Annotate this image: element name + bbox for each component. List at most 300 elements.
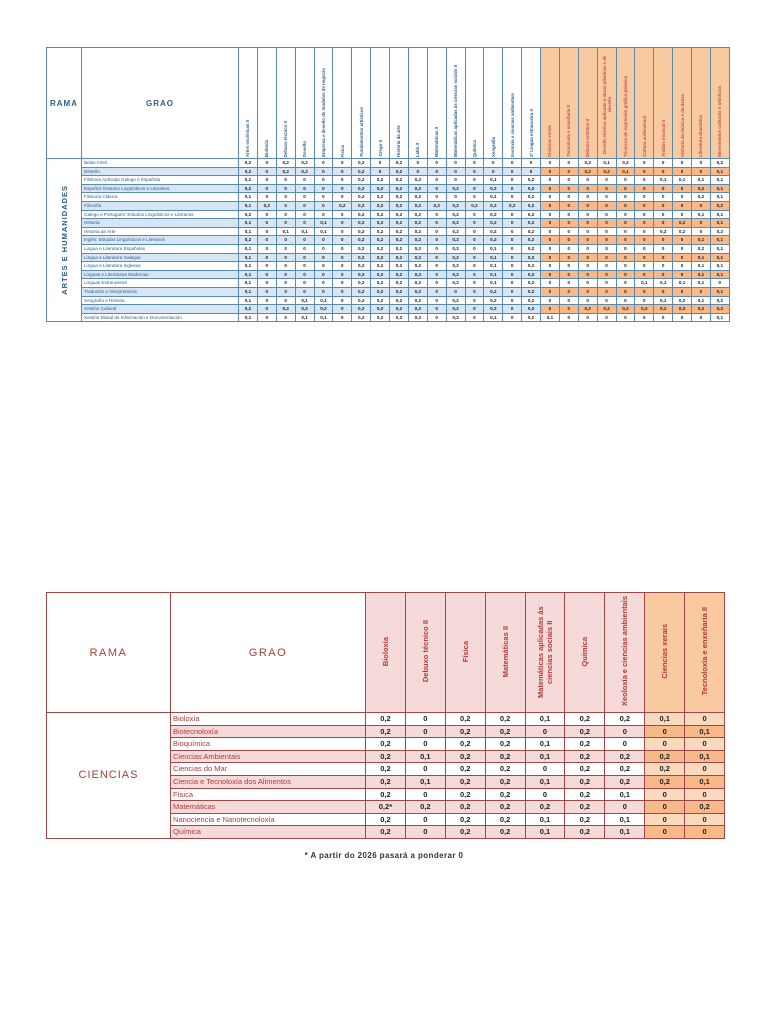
weight-value: 0	[645, 813, 685, 826]
table-row	[47, 227, 730, 236]
weight-value: 0,2	[446, 296, 465, 305]
weight-value: 0	[427, 219, 446, 228]
weight-value: 0,2	[352, 279, 371, 288]
weight-value: 0	[635, 244, 654, 253]
weight-value: 0,1	[710, 210, 729, 219]
weight-value: 0,2	[565, 725, 605, 738]
weight-value: 0	[465, 287, 484, 296]
weight-value: 0,2	[484, 296, 503, 305]
weight-value: 0,2	[446, 210, 465, 219]
weight-value: 0,1	[295, 296, 314, 305]
weight-value: 0	[465, 262, 484, 271]
grao-name: Bioloxía	[171, 713, 366, 726]
weight-value: 0,1	[685, 750, 725, 763]
weight-value: 0	[295, 244, 314, 253]
weight-value: 0,1	[710, 262, 729, 271]
weight-value: 0	[559, 296, 578, 305]
column-header	[654, 48, 673, 159]
weight-value: 0,2	[390, 159, 409, 168]
weight-value: 0	[333, 313, 352, 322]
weight-value: 0,2	[446, 184, 465, 193]
weight-value: 0	[654, 219, 673, 228]
weight-value: 0,2	[565, 738, 605, 751]
weight-value: 0,2	[485, 725, 525, 738]
weight-value: 0,1	[239, 287, 258, 296]
weight-value: 0	[465, 176, 484, 185]
weight-value: 0,2	[578, 159, 597, 168]
weight-value: 0	[616, 201, 635, 210]
grao-name: Xestión Dixital de Información e Documentación	[82, 313, 239, 322]
weight-value: 0,2	[578, 167, 597, 176]
weight-value: 0	[673, 210, 692, 219]
weight-value: 0	[559, 287, 578, 296]
rama-header: RAMA	[47, 593, 171, 713]
weight-value: 0	[465, 159, 484, 168]
weight-value: 0	[333, 193, 352, 202]
weight-value: 0	[541, 296, 560, 305]
column-header	[484, 48, 503, 159]
weight-value: 0,1	[239, 244, 258, 253]
weight-value: 0	[405, 763, 445, 776]
weight-value: 0,1	[710, 176, 729, 185]
column-header-label: Análise musical II	[660, 120, 666, 157]
weight-value: 0,2	[597, 305, 616, 314]
weight-value: 0	[578, 313, 597, 322]
weight-value: 0	[405, 725, 445, 738]
weight-value: 0,2	[522, 287, 541, 296]
table-row	[47, 193, 730, 202]
weight-value: 0,2	[408, 287, 427, 296]
weight-value: 0	[276, 253, 295, 262]
weight-value: 0,2	[371, 253, 390, 262]
weight-value: 0	[314, 159, 333, 168]
weight-value: 0,2	[239, 305, 258, 314]
grao-name: Filosofía	[82, 201, 239, 210]
weight-value: 0	[597, 176, 616, 185]
ciencias-table	[46, 592, 725, 839]
weight-value: 0,1	[314, 296, 333, 305]
weight-value: 0,1	[692, 296, 711, 305]
weight-value: 0,2	[295, 159, 314, 168]
weight-value: 0,1	[276, 227, 295, 236]
weight-value: 0,2	[371, 262, 390, 271]
weight-value: 0	[685, 788, 725, 801]
weight-value: 0,1	[605, 826, 645, 839]
weight-value: 0,1	[673, 176, 692, 185]
weight-value: 0	[405, 713, 445, 726]
weight-value: 0	[427, 262, 446, 271]
weight-value: 0	[578, 236, 597, 245]
weight-value: 0	[578, 193, 597, 202]
weight-value: 0,2	[522, 244, 541, 253]
weight-value: 0,2	[445, 788, 485, 801]
weight-value: 0	[597, 296, 616, 305]
weight-value: 0	[541, 227, 560, 236]
column-header-label: Ciencias xerais	[660, 624, 670, 679]
weight-value: 0	[541, 287, 560, 296]
weight-value: 0	[295, 210, 314, 219]
weight-value: 0,2	[446, 270, 465, 279]
grao-name: Linguas Estranxeiras	[82, 279, 239, 288]
weight-value: 0,1	[710, 184, 729, 193]
weight-value: 0,2	[390, 184, 409, 193]
weight-value: 0	[654, 313, 673, 322]
weight-value: 0,2	[445, 826, 485, 839]
weight-value: 0,2	[485, 788, 525, 801]
weight-value: 0	[314, 287, 333, 296]
weight-value: 0	[635, 270, 654, 279]
table-row	[47, 210, 730, 219]
weight-value: 0	[597, 287, 616, 296]
weight-value: 0	[559, 313, 578, 322]
weight-value: 0,2	[239, 167, 258, 176]
weight-value: 0	[405, 738, 445, 751]
weight-value: 0	[465, 219, 484, 228]
column-header-label: Tecnoloxía e enxeñaría II	[566, 105, 572, 157]
weight-value: 0	[541, 236, 560, 245]
weight-value: 0	[673, 201, 692, 210]
table-row	[47, 159, 730, 168]
weight-value: 0,1	[239, 296, 258, 305]
weight-value: 0	[597, 227, 616, 236]
weight-value: 0,2	[276, 167, 295, 176]
weight-value: 0	[427, 313, 446, 322]
weight-value: 0,2	[522, 253, 541, 262]
weight-value: 0,1	[525, 750, 565, 763]
column-header	[465, 48, 484, 159]
weight-value: 0,1	[314, 227, 333, 236]
weight-value: 0	[314, 253, 333, 262]
grao-name: Biotecnoloxía	[171, 725, 366, 738]
weight-value: 0,1	[710, 270, 729, 279]
weight-value: 0	[635, 253, 654, 262]
weight-value: 0	[616, 262, 635, 271]
weight-value: 0,1	[710, 236, 729, 245]
weight-value: 0	[654, 167, 673, 176]
weight-value: 0	[692, 201, 711, 210]
weight-value: 0	[635, 201, 654, 210]
weight-value: 0	[465, 184, 484, 193]
column-header-label: Grego II	[377, 140, 383, 157]
weight-value: 0	[257, 159, 276, 168]
column-header	[616, 48, 635, 159]
weight-value: 0,2	[605, 750, 645, 763]
weight-value: 0	[559, 201, 578, 210]
rama-label-text: ARTES E HUMANIDADES	[59, 184, 69, 295]
weight-value: 0	[257, 193, 276, 202]
weight-value: 0	[295, 219, 314, 228]
weight-value: 0,2	[352, 159, 371, 168]
weight-value: 0	[616, 184, 635, 193]
weight-value: 0	[522, 159, 541, 168]
weight-value: 0,2	[445, 813, 485, 826]
weight-value: 0,1	[239, 262, 258, 271]
weight-value: 0	[314, 176, 333, 185]
weight-value: 0,2	[390, 176, 409, 185]
column-header	[314, 48, 333, 159]
weight-value: 0	[503, 184, 522, 193]
table-row	[47, 167, 730, 176]
weight-value: 0,2	[446, 313, 465, 322]
weight-value: 0	[597, 210, 616, 219]
weight-value: 0	[408, 167, 427, 176]
weight-value: 0,2	[446, 279, 465, 288]
grao-name: Inglés: Estudos Lingüísticos e Literarios	[82, 236, 239, 245]
weight-value: 0	[616, 227, 635, 236]
grao-name: Galego e Portugués: Estudos Lingüísticos e Literarios	[82, 210, 239, 219]
column-header-label: Matemáticas II	[500, 625, 510, 678]
weight-value: 0	[314, 262, 333, 271]
weight-value: 0	[427, 253, 446, 262]
weight-value: 0	[559, 262, 578, 271]
weight-value: 0,2	[371, 176, 390, 185]
weight-value: 0	[371, 167, 390, 176]
weight-value: 0	[405, 788, 445, 801]
weight-value: 0,2	[485, 826, 525, 839]
weight-value: 0	[616, 236, 635, 245]
weight-value: 0	[257, 236, 276, 245]
weight-value: 0,1	[692, 270, 711, 279]
weight-value: 0,1	[710, 167, 729, 176]
weight-value: 0	[597, 236, 616, 245]
weight-value: 0	[333, 305, 352, 314]
column-header-label: Xeografía	[490, 136, 496, 157]
weight-value: 0	[559, 219, 578, 228]
column-header	[685, 593, 725, 713]
weight-value: 0,2	[427, 201, 446, 210]
weight-value: 0,2	[371, 313, 390, 322]
weight-value: 0	[541, 167, 560, 176]
column-header	[366, 593, 406, 713]
weight-value: 0,2	[371, 279, 390, 288]
weight-value: 0,2	[295, 167, 314, 176]
weight-value: 0,2	[445, 763, 485, 776]
weight-value: 0,1	[239, 279, 258, 288]
weight-value: 0,2	[565, 775, 605, 788]
grao-header: GRAO	[171, 593, 366, 713]
weight-value: 0,1	[525, 738, 565, 751]
column-header-label: Ciencias xerais	[547, 125, 553, 157]
rama-label	[47, 159, 82, 322]
weight-value: 0	[465, 296, 484, 305]
weight-value: 0,2	[366, 788, 406, 801]
weight-value: 0	[578, 270, 597, 279]
weight-value: 0,1	[635, 279, 654, 288]
grao-name: Español: Estudos Lingüísticos e Literarios	[82, 184, 239, 193]
weight-value: 0,2	[239, 210, 258, 219]
weight-value: 0,2	[484, 210, 503, 219]
column-header	[541, 48, 560, 159]
weight-value: 0	[314, 167, 333, 176]
weight-value: 0,1	[692, 262, 711, 271]
column-header-label: Bioloxía	[264, 139, 270, 157]
weight-value: 0,2	[239, 184, 258, 193]
weight-value: 0	[295, 176, 314, 185]
weight-value: 0,1	[484, 270, 503, 279]
weight-value: 0	[257, 184, 276, 193]
weight-value: 0,2	[485, 801, 525, 814]
weight-value: 0,2	[352, 201, 371, 210]
weight-value: 0	[276, 184, 295, 193]
weight-value: 0,1	[597, 159, 616, 168]
rama-header: RAMA	[47, 48, 82, 159]
weight-value: 0,2	[408, 253, 427, 262]
weight-value: 0,1	[654, 176, 673, 185]
weight-value: 0	[645, 788, 685, 801]
column-header-label: Matemáticas aplicadas ás ciencias sociais II	[536, 605, 554, 698]
weight-value: 0	[616, 296, 635, 305]
weight-value: 0	[559, 210, 578, 219]
weight-value: 0	[465, 253, 484, 262]
weight-value: 0	[541, 270, 560, 279]
weight-value: 0,1	[685, 725, 725, 738]
footnote: * A partir do 2026 pasará a ponderar 0	[304, 851, 464, 860]
weight-value: 0,2	[408, 227, 427, 236]
weight-value: 0,2	[692, 184, 711, 193]
rama-label	[47, 713, 171, 839]
weight-value: 0	[635, 193, 654, 202]
weight-value: 0	[635, 210, 654, 219]
weight-value: 0,1	[405, 750, 445, 763]
weight-value: 0,2	[578, 305, 597, 314]
weight-value: 0,2	[445, 738, 485, 751]
weight-value: 0	[333, 159, 352, 168]
weight-value: 0,2	[565, 763, 605, 776]
weight-value: 0,2	[485, 763, 525, 776]
weight-value: 0	[559, 305, 578, 314]
weight-value: 0	[692, 313, 711, 322]
weight-value: 0	[295, 270, 314, 279]
weight-value: 0	[525, 788, 565, 801]
column-header	[257, 48, 276, 159]
grao-name: Filoloxía Clásica	[82, 193, 239, 202]
weight-value: 0,1	[710, 219, 729, 228]
weight-value: 0,2	[484, 184, 503, 193]
weight-value: 0,2	[352, 262, 371, 271]
grao-name: Xeografía e Historia	[82, 296, 239, 305]
weight-value: 0	[635, 159, 654, 168]
column-header	[635, 48, 654, 159]
column-header	[578, 48, 597, 159]
table-row	[47, 201, 730, 210]
weight-value: 0	[616, 270, 635, 279]
weight-value: 0	[333, 167, 352, 176]
column-header	[276, 48, 295, 159]
column-header	[597, 48, 616, 159]
weight-value: 0	[654, 184, 673, 193]
column-header-label: Química	[580, 636, 590, 667]
weight-value: 0	[276, 236, 295, 245]
weight-value: 0,1	[710, 313, 729, 322]
weight-value: 0,2	[484, 287, 503, 296]
weight-value: 0,2	[445, 725, 485, 738]
weight-value: 0	[427, 279, 446, 288]
weight-value: 0	[333, 227, 352, 236]
weight-value: 0,1	[692, 236, 711, 245]
weight-value: 0,1	[239, 176, 258, 185]
weight-value: 0	[541, 210, 560, 219]
weight-value: 0	[559, 176, 578, 185]
weight-value: 0,2	[408, 184, 427, 193]
weight-value: 0	[559, 193, 578, 202]
weight-value: 0,2	[408, 193, 427, 202]
weight-value: 0	[427, 236, 446, 245]
weight-value: 0	[597, 244, 616, 253]
weight-value: 0,2	[371, 219, 390, 228]
weight-value: 0	[578, 219, 597, 228]
weight-value: 0	[654, 287, 673, 296]
weight-value: 0,1	[692, 253, 711, 262]
weight-value: 0	[427, 244, 446, 253]
column-header-label: Bioloxía	[380, 636, 390, 667]
weight-value: 0	[276, 193, 295, 202]
weight-value: 0,2	[446, 201, 465, 210]
weight-value: 0,2	[522, 270, 541, 279]
weight-value: 0,2	[390, 244, 409, 253]
grao-name: Bioquímica	[171, 738, 366, 751]
weight-value: 0,1	[405, 775, 445, 788]
weight-value: 0,2	[565, 788, 605, 801]
weight-value: 0,2	[390, 167, 409, 176]
weight-value: 0,2	[390, 270, 409, 279]
column-header	[371, 48, 390, 159]
weight-value: 0,2	[673, 305, 692, 314]
weight-value: 0,2	[408, 305, 427, 314]
weight-value: 0,2	[445, 801, 485, 814]
weight-value: 0,2	[390, 236, 409, 245]
weight-value: 0,2	[654, 305, 673, 314]
weight-value: 0	[276, 287, 295, 296]
weight-value: 0	[314, 201, 333, 210]
column-header	[645, 593, 685, 713]
weight-value: 0	[484, 159, 503, 168]
weight-value: 0	[597, 184, 616, 193]
weight-value: 0,1	[685, 775, 725, 788]
weight-value: 0	[685, 813, 725, 826]
weight-value: 0	[295, 253, 314, 262]
weight-value: 0	[427, 176, 446, 185]
column-header	[427, 48, 446, 159]
weight-value: 0,2	[390, 210, 409, 219]
weight-value: 0,2	[522, 219, 541, 228]
weight-value: 0	[635, 227, 654, 236]
column-header	[485, 593, 525, 713]
weight-value: 0	[578, 296, 597, 305]
weight-value: 0	[685, 826, 725, 839]
weight-value: 0,1	[239, 193, 258, 202]
grao-name: Deseño	[82, 167, 239, 176]
weight-value: 0,2	[616, 159, 635, 168]
weight-value: 0	[295, 184, 314, 193]
weight-value: 0,1	[484, 313, 503, 322]
weight-value: 0	[654, 270, 673, 279]
weight-value: 0	[503, 287, 522, 296]
column-header	[405, 593, 445, 713]
weight-value: 0,1	[692, 279, 711, 288]
weight-value: 0,1	[295, 313, 314, 322]
weight-value: 0	[503, 279, 522, 288]
weight-value: 0	[257, 313, 276, 322]
weight-value: 0	[616, 193, 635, 202]
weight-value: 0	[333, 270, 352, 279]
column-header-label: Latín II	[415, 142, 421, 157]
weight-value: 0,2	[692, 193, 711, 202]
weight-value: 0	[333, 262, 352, 271]
weight-value: 0	[314, 193, 333, 202]
weight-value: 0	[522, 167, 541, 176]
column-header	[565, 593, 605, 713]
weight-value: 0	[635, 219, 654, 228]
